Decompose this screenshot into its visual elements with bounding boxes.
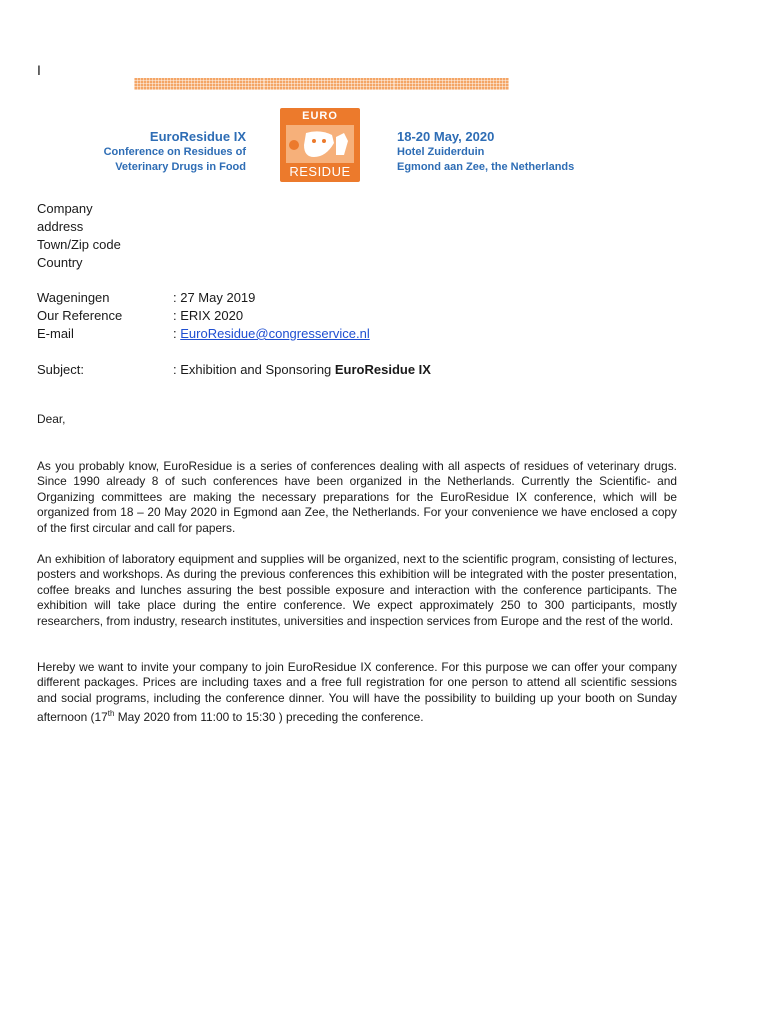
paragraph-invitation-text: [37, 660, 677, 726]
address-line-address: address: [37, 219, 84, 234]
logo-bottom-text: RESIDUE: [289, 164, 351, 179]
letter-date: : 27 May 2019: [173, 290, 256, 305]
conference-location: Egmond aan Zee, the Netherlands: [397, 161, 575, 173]
conference-title-block: [104, 128, 246, 175]
header-stripe-right: [394, 78, 509, 90]
email-prefix: :: [173, 326, 181, 341]
email-link[interactable]: EuroResidue@congresservice.nl: [180, 326, 370, 341]
subject-row: [173, 361, 431, 379]
paragraph-intro-text: As you probably know, EuroResidue is a series of conferences dealing with all aspects of residues of veterinary drugs. Since 1990 already 8 of such conferences have been organized in the Netherlands. Currently the Scientific- and Organizing committees are making the necessary preparations for the EuroResidue IX conference, which will be organized from 18 – 20 May 2020 in Egmond aan Zee, the Netherlands. For your convenience we have enclosed a copy of the first circular and call for papers.: [37, 459, 677, 535]
reference-value: : ERIX 2020: [173, 308, 244, 323]
logo-illustration: [286, 125, 354, 163]
conference-subtitle-line2: Veterinary Drugs in Food: [115, 161, 246, 173]
paragraph-exhibition: [37, 552, 677, 629]
subject-label: Subject:: [37, 362, 84, 377]
page-mark: I: [37, 62, 41, 78]
subject-event: EuroResidue IX: [334, 362, 431, 377]
euroresidue-logo: [280, 108, 360, 182]
address-line-country: Country: [37, 255, 83, 270]
email-row: [173, 325, 370, 343]
invitation-superscript: th: [107, 709, 115, 719]
address-line-company: Company: [37, 201, 93, 216]
email-label: E-mail: [37, 326, 74, 341]
conference-venue: Hotel Zuiderduin: [397, 146, 485, 158]
header-stripe-middle: [264, 78, 394, 90]
invitation-text-a: Hereby we want to invite your company to join EuroResidue IX conference. For this purpose we can offer your company different packages. Prices are including taxes and a free full registration for one person to attend all scientific sessions and social programs, including the conference dinner. You will have the possibility to building up your booth on Sunday afternoon (17: [37, 660, 677, 725]
header-stripe-left: [134, 78, 264, 90]
greeting: Dear,: [37, 412, 66, 426]
address-line-town: Town/Zip code: [37, 237, 121, 252]
conference-date-block: [397, 128, 574, 175]
logo-top-text: EURO: [302, 110, 338, 122]
logo-animals-icon: [286, 125, 354, 163]
invitation-text-b: May 2020 from 11:00 to 15:30 ) preceding the conference.: [114, 710, 424, 725]
paragraph-intro: [37, 459, 677, 536]
paragraph-exhibition-text: An exhibition of laboratory equipment and supplies will be organized, next to the scientific program, consisting of lectures, posters and workshops. As during the previous conferences this exhibition will be integrated with the poster presentation, coffee breaks and lunches assuring the best possible exposure and interaction with the conference participants. The exhibition will take place during the entire conference. We expect approximately 250 to 300 participants, mostly researchers, from industry, research institutes, universities and inspection services from Europe and the rest of the world.: [37, 552, 677, 628]
conference-dates: 18-20 May, 2020: [397, 129, 495, 144]
conference-name: EuroResidue IX: [149, 129, 246, 144]
recipient-address: [37, 200, 121, 272]
conference-subtitle-line1: Conference on Residues of: [103, 146, 246, 158]
place-label: Wageningen: [37, 290, 110, 305]
reference-label: Our Reference: [37, 308, 123, 323]
paragraph-invitation: [37, 660, 677, 726]
subject-text: : Exhibition and Sponsoring: [173, 362, 335, 377]
